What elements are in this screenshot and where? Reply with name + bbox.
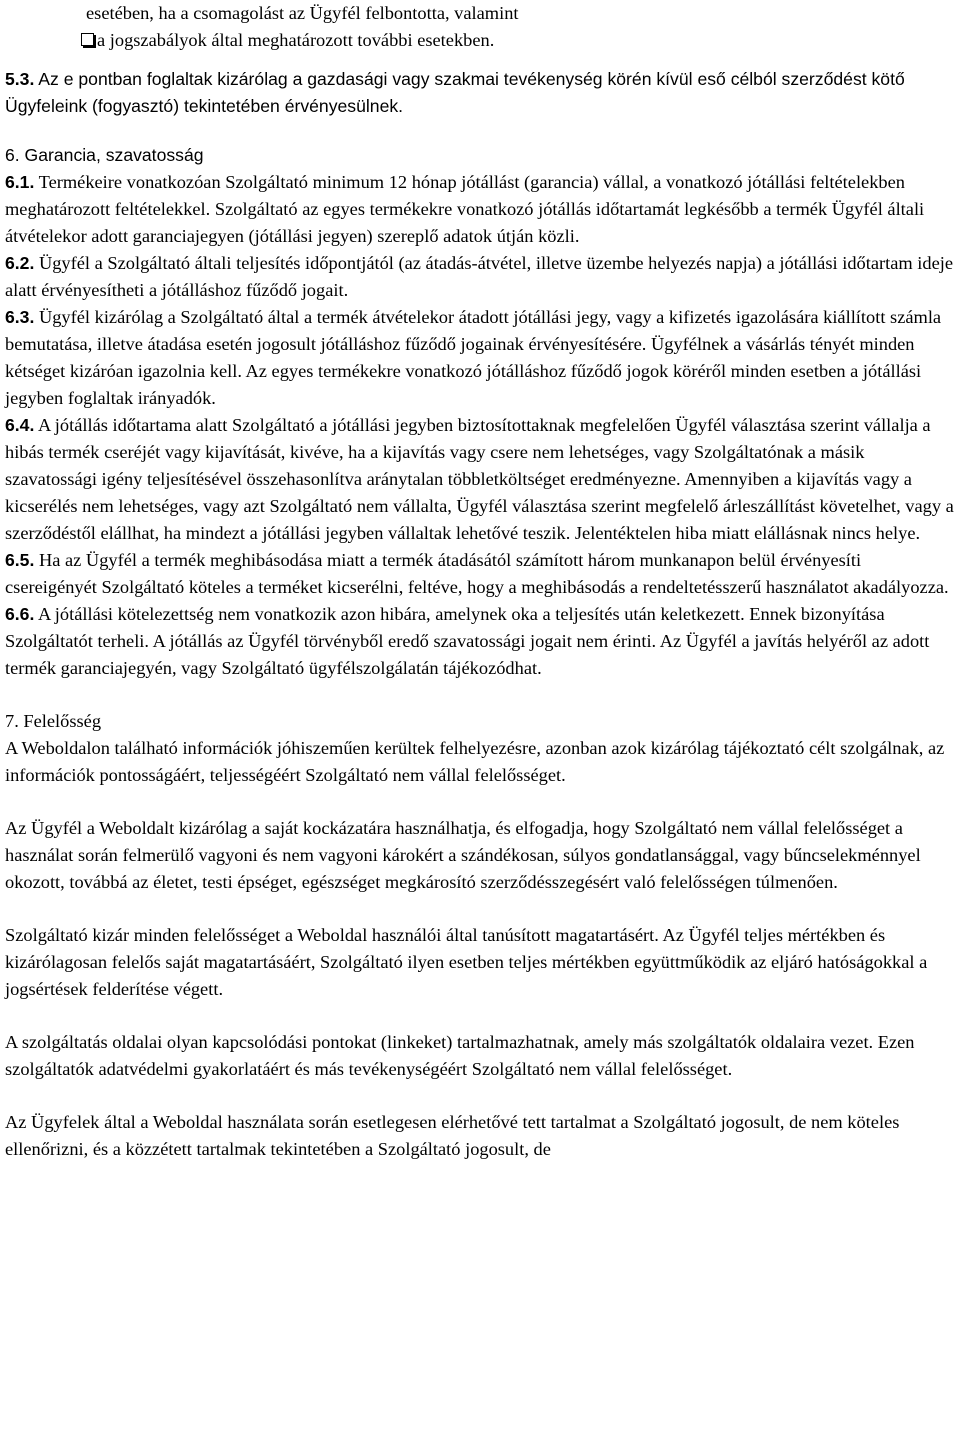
paragraph-text: A jótállás időtartama alatt Szolgáltató a jótállási jegyben biztosítottaknak megfelelően Ügyfél választása szerint vállalja a hibás termék cseréjét vagy kijavítását, kivéve, ha a kijavítás vagy csere nem lehetséges, vagy Szolgáltatónak a másik szavatossági igény teljesítésével összehasonlítva aránytalan többletköltséget eredményezne. Amennyiben a kijavítás vagy a kicserélés nem lehetséges, vagy azt Szolgáltató nem vállalta, Ügyfél választása szerint megfelelő árleszállítást követelhet, vagy a szerződéstől elállhat, ha mindezt a jótállási jegyben vállaltak lehetővé teszik. Jelentéktelen hiba miatt elállásnak nincs helye. (5, 415, 954, 543)
paragraph-number: 5.3. (5, 69, 35, 89)
paragraph-6-6 (5, 601, 955, 682)
paragraph-text: Ügyfél kizárólag a Szolgáltató által a termék átvételekor átadott jótállási jegy, vagy a kifizetés igazolására kiállított számla bemutatása, illetve átadása esetén jogosult jótálláshoz fűződő jogainak érvényesítésére. Ügyfélnek a vásárlás tényét minden kétséget kizáróan igazolnia kell. Az egyes termékekre vonatkozó jótálláshoz fűződő jogok köréről minden esetben a jótállási jegyben foglaltak irányadók. (5, 307, 942, 408)
document-page (5, 0, 955, 1163)
bullet-list-item (5, 27, 955, 54)
liability-paragraph: Szolgáltató kizár minden felelősséget a Weboldal használói által tanúsított magatartásért. Az Ügyfél teljes mértékben és kizárólagosan felelős saját magatartásáért, Szolgáltató ilyen esetben teljes mértékben együttműködik az eljáró hatóságokkal a jogsértések felderítése végett. (5, 925, 928, 999)
liability-paragraph: A Weboldalon található információk jóhiszeműen kerültek felhelyezésre, azonban azok kizárólag tájékoztató célt szolgálnak, az információk pontosságáért, teljességéért Szolgáltató nem vállal felelősséget. (5, 738, 945, 785)
paragraph-number: 6.4. (5, 415, 35, 435)
bullet-item-text: a jogszabályok által meghatározott további esetekben. (97, 30, 495, 50)
paragraph-text: Az e pontban foglaltak kizárólag a gazdasági vagy szakmai tevékenység körén kívül eső célból szerződést kötő Ügyfeleink (fogyasztó) tekintetében érvényesülnek. (5, 69, 905, 116)
paragraph-number: 6.6. (5, 604, 35, 624)
paragraph-number: 6.5. (5, 550, 35, 570)
paragraph-5-3 (5, 66, 955, 120)
paragraph-6-4 (5, 412, 955, 547)
paragraph-text: Ügyfél a Szolgáltató általi teljesítés időpontjától (az átadás-átvétel, illetve üzembe helyezés napja) a jótállási időtartam ideje alatt érvényesítheti a jótálláshoz fűződő jogait. (5, 253, 954, 300)
checkbox-bullet-icon (81, 33, 94, 46)
liability-paragraph: A szolgáltatás oldalai olyan kapcsolódási pontokat (linkeket) tartalmazhatnak, amely más szolgáltatók oldalaira vezet. Ezen szolgáltatók adatvédelmi gyakorlatáért és más tevékenységéért Szolgáltató nem vállal felelősséget. (5, 1032, 915, 1079)
section-heading-6: 6. Garancia, szavatosság (5, 145, 204, 165)
paragraph-number: 6.3. (5, 307, 35, 327)
continuation-text: esetében, ha a csomagolást az Ügyfél felbontotta, valamint (86, 3, 519, 23)
liability-paragraph: Az Ügyfél a Weboldalt kizárólag a saját kockázatára használhatja, és elfogadja, hogy Szolgáltató nem vállal felelősséget a használat során felmerülő vagyoni és nem vagyoni károkért a szándékosan, súlyos gondatlansággal, vagy bűncselekménnyel okozott, továbbá az életet, testi épséget, egészséget megkárosító szerződésszegésért való felelősségen túlmenően. (5, 818, 921, 892)
paragraph-number: 6.1. (5, 172, 35, 192)
paragraph-6-3 (5, 304, 955, 412)
liability-paragraph: Az Ügyfelek által a Weboldal használata során esetlegesen elérhetővé tett tartalmat a Szolgáltató jogosult, de nem köteles ellenőrizni, és a közzétett tartalmak tekintetében a Szolgáltató jogosult, de (5, 1112, 900, 1159)
paragraph-6-5 (5, 547, 955, 601)
section-heading-7: 7. Felelősség (5, 711, 102, 731)
paragraph-6-2 (5, 250, 955, 304)
paragraph-text: A jótállási kötelezettség nem vonatkozik azon hibára, amelynek oka a teljesítés után keletkezett. Ennek bizonyítása Szolgáltatót terheli. A jótállás az Ügyfél törvényből eredő szavatossági jogait nem érinti. Az Ügyfél a javítás helyéről az adott termék garanciajegyén, vagy Szolgáltató ügyfélszolgálatán tájékozódhat. (5, 604, 930, 678)
paragraph-text: Termékeire vonatkozóan Szolgáltató minimum 12 hónap jótállást (garancia) vállal, a vonatkozó jótállási feltételekben meghatározott feltételekkel. Szolgáltató az egyes termékekre vonatkozó jótállás időtartamát legkésőbb a termék Ügyfél általi átvételekor adott garanciajegyen (jótállási jegyen) szereplő adatok útján közli. (5, 172, 925, 246)
paragraph-text: Ha az Ügyfél a termék meghibásodása miatt a termék átadásától számított három munkanapon belül érvényesíti csereigényét Szolgáltató köteles a terméket kicserélni, feltéve, hogy a meghibásodás a rendeltetésszerű használatot akadályozza. (5, 550, 949, 597)
paragraph-number: 6.2. (5, 253, 35, 273)
paragraph-6-1 (5, 169, 955, 250)
